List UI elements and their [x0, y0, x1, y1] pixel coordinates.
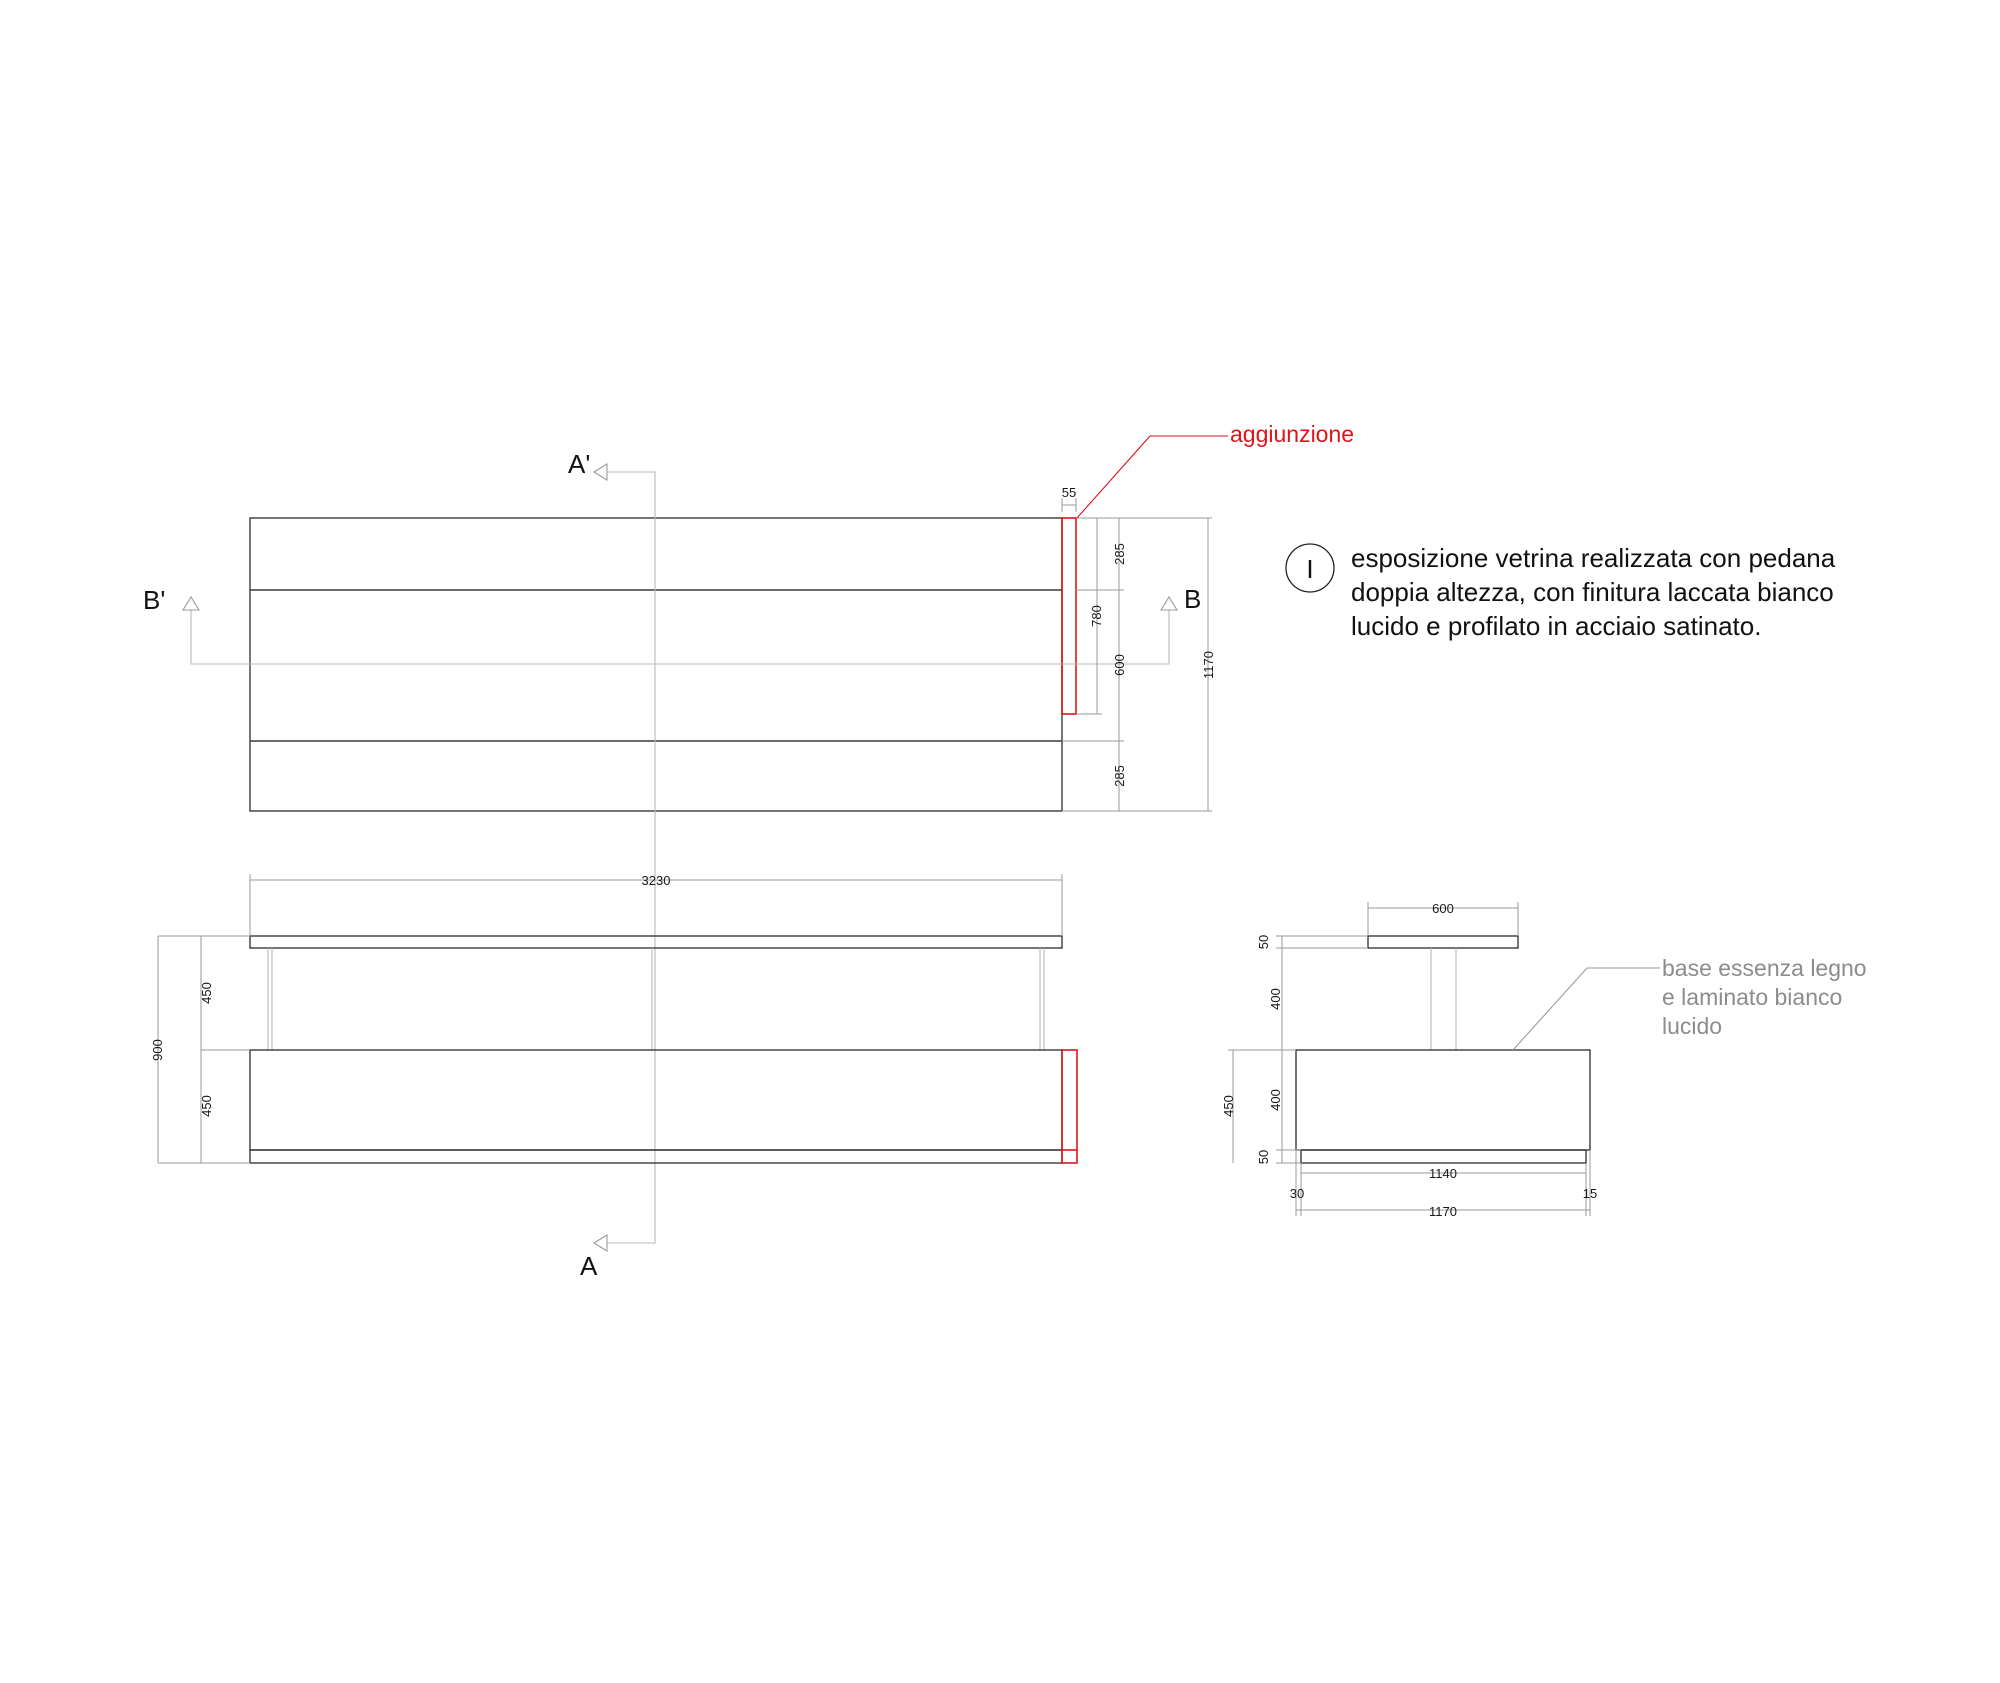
section-a-arrow — [594, 1235, 607, 1251]
addition-leader — [1077, 436, 1228, 518]
dim-bottom-band: 285 — [1112, 765, 1127, 787]
section-label-b-prime: B' — [143, 585, 166, 615]
dim-offset-left: 30 — [1289, 1186, 1305, 1201]
dim-upper: 450 — [199, 982, 214, 1004]
dim-total-height: 900 — [150, 1039, 165, 1061]
dim-side-lower: 450 — [1221, 1095, 1236, 1117]
section-b-line — [191, 610, 1169, 664]
section-b-arrow — [1161, 597, 1177, 610]
elevation-plinth — [250, 1150, 1062, 1163]
section-label-b: B — [1184, 584, 1202, 614]
plan-addition-profile — [1062, 518, 1076, 714]
addition-note: aggiunzione — [1230, 421, 1355, 447]
section-a-line — [595, 472, 655, 1243]
side-plinth — [1301, 1150, 1586, 1163]
section-line-b — [143, 584, 1201, 664]
dim-lower: 450 — [199, 1095, 214, 1117]
section-line-a — [568, 449, 655, 1281]
addition-callout — [1077, 421, 1354, 518]
dim-top-band: 285 — [1112, 543, 1127, 565]
section-label-a: A — [580, 1251, 598, 1281]
dim-body-width: 1170 — [1429, 1204, 1457, 1219]
dim-offset-right: 15 — [1582, 1186, 1598, 1201]
section-a-prime-arrow — [594, 464, 607, 480]
base-note-line-1: base essenza legno — [1662, 955, 1867, 981]
front-elevation — [250, 936, 1077, 1163]
elevation-top-shelf — [250, 936, 1062, 948]
plan-dimensions — [1062, 485, 1216, 811]
side-section — [1296, 936, 1590, 1163]
side-body — [1296, 1050, 1590, 1150]
description-note — [1286, 543, 1836, 641]
dim-top-thickness: 50 — [1256, 934, 1271, 950]
elevation-dimensions — [150, 873, 1062, 1163]
description-line-3: lucido e profilato in acciaio satinato. — [1351, 611, 1762, 641]
dim-addition-width: 55 — [1061, 485, 1077, 500]
dim-column: 400 — [1268, 988, 1283, 1010]
dim-shelf-depth: 780 — [1089, 605, 1104, 627]
dim-total-depth: 1170 — [1201, 651, 1216, 679]
dim-plinth: 50 — [1256, 1149, 1271, 1165]
dim-length: 3230 — [641, 873, 671, 888]
section-b-prime-arrow — [183, 597, 199, 610]
side-dimensions — [1221, 901, 1597, 1219]
side-top-shelf — [1368, 936, 1518, 948]
dim-plinth-width: 1140 — [1429, 1166, 1457, 1181]
marker-label: I — [1306, 554, 1314, 584]
dim-middle: 600 — [1112, 654, 1127, 676]
dim-top-width: 600 — [1432, 901, 1454, 916]
description-line-1: esposizione vetrina realizzata con pedana — [1351, 543, 1836, 573]
base-note — [1513, 955, 1867, 1050]
dim-body: 400 — [1268, 1089, 1283, 1111]
description-line-2: doppia altezza, con finitura laccata bianco — [1351, 577, 1834, 607]
base-leader — [1513, 968, 1660, 1050]
section-label-a-prime: A' — [568, 449, 591, 479]
elevation-body — [250, 1050, 1062, 1150]
elevation-addition-profile — [1062, 1050, 1077, 1163]
base-note-line-3: lucido — [1662, 1013, 1723, 1039]
base-note-line-2: e laminato bianco — [1662, 984, 1843, 1010]
